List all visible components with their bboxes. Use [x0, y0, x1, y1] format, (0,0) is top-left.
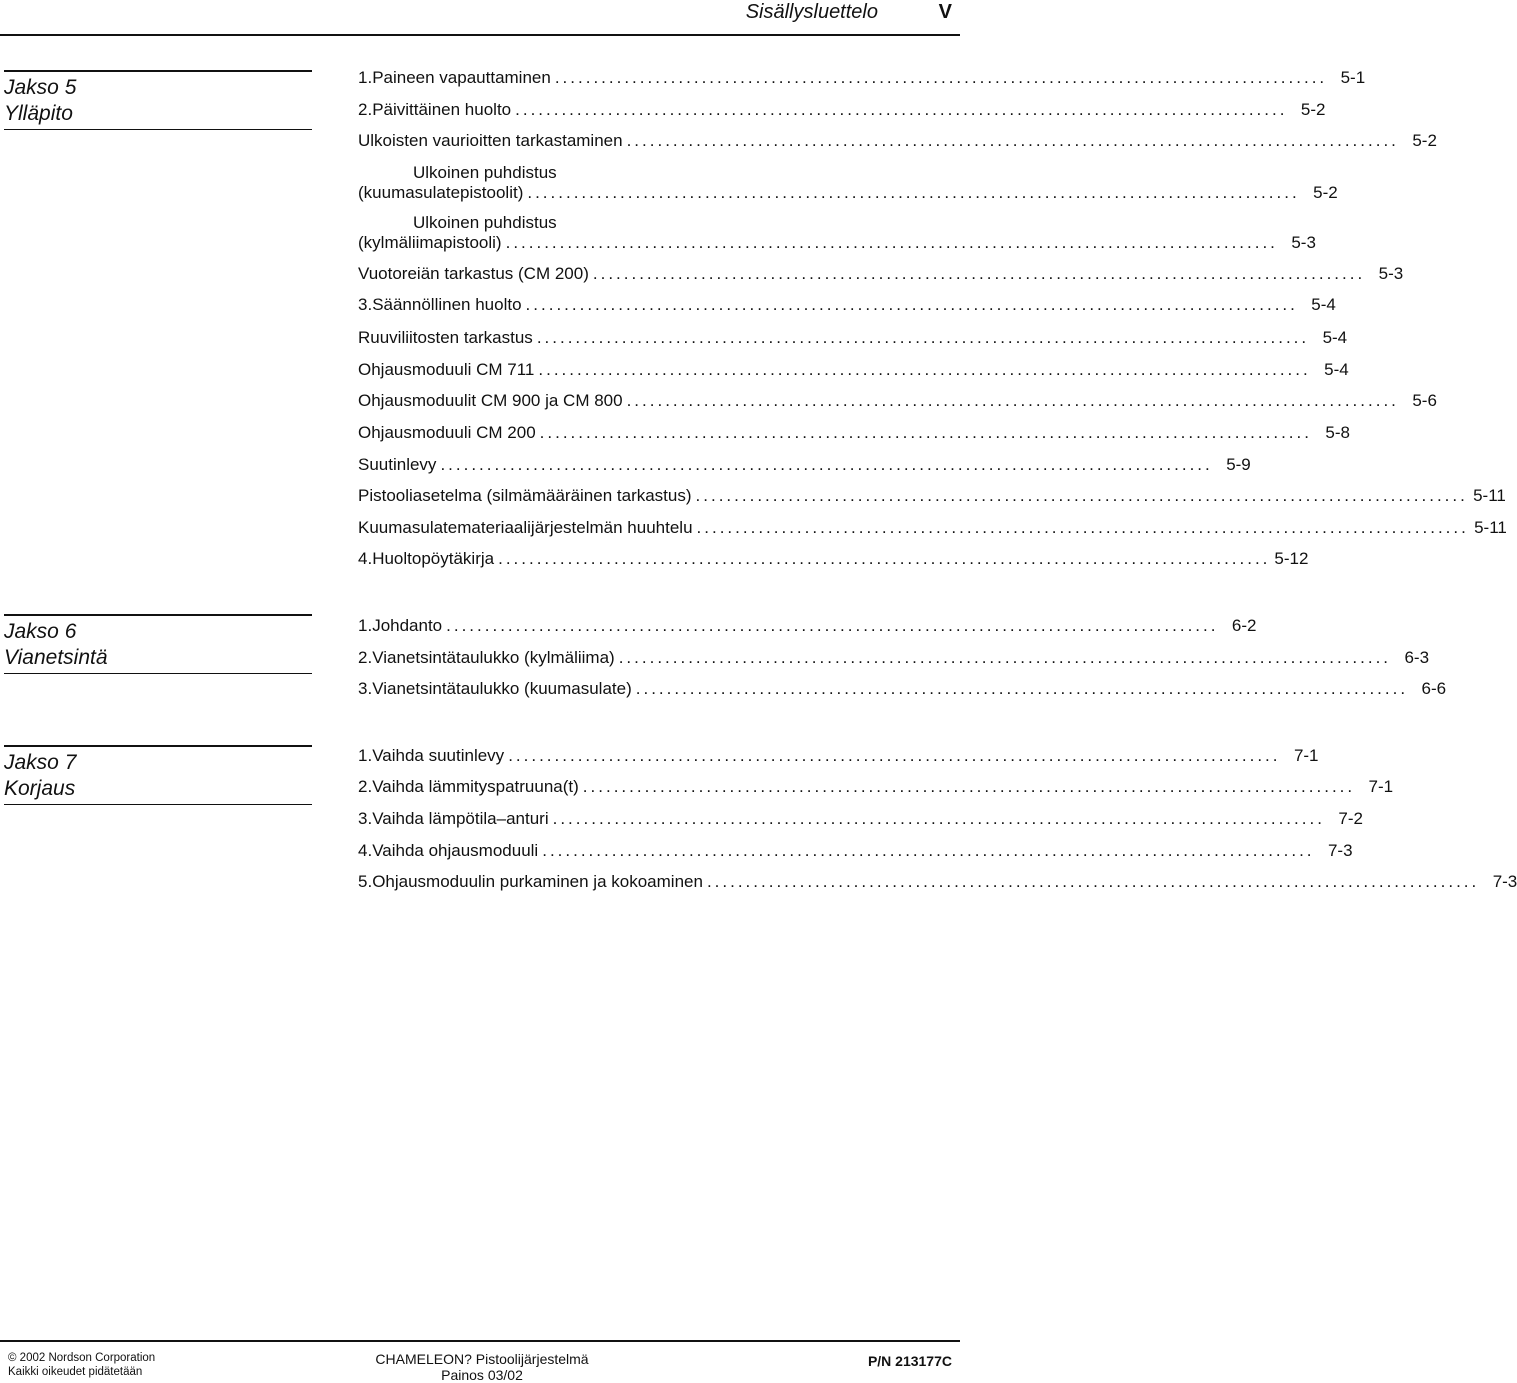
- section-rule-bottom: [4, 673, 312, 675]
- dot-leader: ....................................................................................................: [508, 746, 1281, 765]
- edition: Painos 03/02: [441, 1367, 523, 1383]
- toc-page: 5-12: [1274, 549, 1309, 568]
- toc-title: Pistooliasetelma (silmämääräinen tarkastus): [358, 486, 692, 505]
- toc-entry[interactable]: [358, 455, 1251, 475]
- toc-entry[interactable]: [358, 264, 1404, 284]
- toc-page: 5-2: [1300, 100, 1326, 119]
- header-title: Sisällysluettelo: [745, 1, 878, 23]
- toc-page: 7-3: [1327, 841, 1353, 860]
- toc-entry[interactable]: [358, 295, 1336, 315]
- toc-title: Huoltopöytäkirja: [372, 549, 495, 568]
- section-label-text: [4, 72, 312, 129]
- dot-leader: ....................................................................................................: [527, 183, 1300, 202]
- toc-title: Kuumasulatemateriaalijärjestelmän huuhtelu: [358, 518, 693, 537]
- dot-leader: ....................................................................................................: [552, 809, 1325, 828]
- section-rule-bottom: [4, 804, 312, 806]
- toc-title: Päivittäinen huolto: [372, 100, 512, 119]
- toc-title: Ruuviliitosten tarkastus: [358, 328, 533, 347]
- dot-leader: ....................................................................................................: [525, 295, 1298, 314]
- toc-page: 5-2: [1412, 131, 1437, 150]
- toc-entry[interactable]: [358, 777, 1394, 797]
- toc-entry[interactable]: [358, 648, 1430, 668]
- toc-page: 5-9: [1226, 455, 1251, 474]
- dot-leader: ....................................................................................................: [538, 360, 1311, 379]
- dot-leader: ....................................................................................................: [618, 648, 1392, 667]
- dot-leader: ....................................................................................................: [626, 131, 1399, 150]
- part-number: P/N 213177C: [867, 1353, 952, 1369]
- section-label-text: [4, 616, 312, 673]
- dot-leader: ....................................................................................................: [536, 328, 1310, 347]
- toc-title: Vianetsintätaulukko (kylmäliima): [372, 648, 615, 667]
- toc-page: 5-11: [1474, 518, 1507, 537]
- toc-title: Vaihda ohjausmoduuli: [372, 841, 539, 860]
- toc-page: 5-4: [1324, 360, 1349, 379]
- section-label-jakso-7: [4, 745, 312, 805]
- toc-number: 1.: [358, 616, 373, 635]
- toc-title: Ohjausmoduulit CM 900 ja CM 800: [358, 391, 623, 410]
- toc-number: 2.: [358, 777, 373, 796]
- copyright-line: [8, 1351, 155, 1365]
- copyright-icon: ©: [8, 1352, 20, 1364]
- section-title: Vianetsintä: [4, 645, 108, 669]
- section-label-jakso-5: [4, 70, 312, 130]
- copyright-text: 2002 Nordson Corporation: [19, 1352, 156, 1364]
- toc-number: 1.: [358, 746, 373, 765]
- toc-title: Ohjausmoduulin purkaminen ja kokoaminen: [372, 872, 703, 891]
- dot-leader: ....................................................................................................: [446, 616, 1219, 635]
- section-number: Jakso 5: [4, 75, 77, 99]
- toc-page: 6-2: [1231, 616, 1257, 635]
- dot-leader: ....................................................................................................: [539, 423, 1312, 442]
- toc-page: 7-3: [1492, 872, 1517, 891]
- dot-leader: ....................................................................................................: [440, 455, 1213, 474]
- dot-leader: ....................................................................................................: [706, 872, 1480, 891]
- toc-number: 1.: [358, 68, 373, 87]
- section-label-text: [4, 747, 312, 804]
- footer-product-block: [368, 1351, 596, 1383]
- toc-page: 6-6: [1421, 679, 1447, 698]
- toc-title: (kylmäliimapistooli): [358, 233, 502, 252]
- header-page-number: V: [938, 1, 952, 23]
- toc-title: Säännöllinen huolto: [372, 295, 522, 314]
- toc-entry[interactable]: [358, 423, 1350, 443]
- section-number: Jakso 6: [4, 619, 77, 643]
- section-rule-bottom: [4, 129, 312, 131]
- toc-title: Vaihda lämpötila–anturi: [372, 809, 549, 828]
- dot-leader: ....................................................................................................: [554, 68, 1328, 87]
- toc-entry[interactable]: [358, 486, 1506, 506]
- toc-page: 7-2: [1338, 809, 1363, 828]
- toc-page: 7-1: [1293, 746, 1319, 765]
- dot-leader: ....................................................................................................: [542, 841, 1315, 860]
- toc-entry[interactable]: [358, 616, 1257, 636]
- toc-title: Vianetsintätaulukko (kuumasulate): [372, 679, 632, 698]
- dot-leader: ....................................................................................................: [505, 233, 1278, 252]
- toc-entry[interactable]: [358, 841, 1353, 861]
- toc-title: Ohjausmoduuli CM 200: [358, 423, 536, 442]
- toc-number: 3.: [358, 679, 373, 698]
- toc-page: 7-1: [1368, 777, 1394, 796]
- toc-entry[interactable]: [358, 328, 1348, 348]
- toc-number: 4.: [358, 549, 373, 568]
- toc-title: Suutinlevy: [358, 455, 437, 474]
- toc-entry[interactable]: [358, 809, 1363, 829]
- toc-number: 3.: [358, 809, 373, 828]
- toc-title: Vaihda lämmityspatruuna(t): [372, 777, 579, 796]
- toc-title: Johdanto: [372, 616, 443, 635]
- toc-entry[interactable]: [358, 213, 1316, 253]
- section-title: Korjaus: [4, 776, 76, 800]
- toc-entry[interactable]: [358, 872, 1517, 892]
- toc-page: 5-2: [1313, 183, 1338, 202]
- toc-title: Vuotoreiän tarkastus (CM 200): [358, 264, 589, 283]
- toc-entry[interactable]: [358, 131, 1437, 151]
- product-name: CHAMELEON? Pistoolijärjestelmä: [375, 1351, 589, 1367]
- toc-page: 5-3: [1291, 233, 1316, 252]
- toc-page: 6-3: [1404, 648, 1430, 667]
- toc-title: (kuumasulatepistoolit): [358, 183, 524, 202]
- toc-title: Ohjausmoduuli CM 711: [358, 360, 535, 379]
- toc-page: 5-4: [1311, 295, 1336, 314]
- toc-number: 4.: [358, 841, 373, 860]
- section-title: Ylläpito: [4, 101, 73, 125]
- rights-text: Kaikki oikeudet pidätetään: [8, 1366, 143, 1378]
- toc-number: 5.: [358, 872, 373, 891]
- section-label-jakso-6: [4, 614, 312, 674]
- dot-leader: ....................................................................................................: [695, 486, 1468, 505]
- toc-number: 2.: [358, 648, 373, 667]
- toc-page: 5-1: [1340, 68, 1366, 87]
- toc-entry[interactable]: [358, 391, 1437, 411]
- dot-leader: ....................................................................................................: [515, 100, 1288, 119]
- dot-leader: ....................................................................................................: [592, 264, 1366, 283]
- dot-leader: ....................................................................................................: [582, 777, 1356, 796]
- toc-entry[interactable]: [358, 679, 1447, 699]
- dot-leader: ....................................................................................................: [635, 679, 1409, 698]
- dot-leader: ....................................................................................................: [626, 391, 1399, 410]
- toc-entry[interactable]: [358, 100, 1326, 120]
- toc-entry[interactable]: [358, 746, 1319, 766]
- toc-entry[interactable]: [358, 518, 1507, 538]
- toc-entry[interactable]: [358, 163, 1338, 203]
- toc-title: Ulkoisten vaurioitten tarkastaminen: [358, 131, 623, 150]
- toc-entry[interactable]: [358, 68, 1366, 88]
- section-number: Jakso 7: [4, 750, 77, 774]
- dot-leader: ....................................................................................................: [498, 549, 1271, 568]
- toc-title-line: Ulkoinen puhdistus: [413, 163, 557, 182]
- toc-page: 5-4: [1322, 328, 1348, 347]
- toc-page: 5-8: [1325, 423, 1350, 442]
- toc-entry[interactable]: [358, 549, 1309, 569]
- header-rule: [0, 34, 960, 36]
- footer-rule: [0, 1340, 960, 1342]
- toc-number: 3.: [358, 295, 373, 314]
- toc-title-line: Ulkoinen puhdistus: [413, 213, 557, 232]
- footer-copyright-block: [8, 1351, 155, 1379]
- toc-page: 5-6: [1412, 391, 1437, 410]
- toc-page: 5-11: [1473, 486, 1506, 505]
- toc-title: Paineen vapauttaminen: [372, 68, 551, 87]
- toc-number: 2.: [358, 100, 373, 119]
- toc-title: Vaihda suutinlevy: [372, 746, 505, 765]
- toc-entry[interactable]: [358, 360, 1349, 380]
- dot-leader: ....................................................................................................: [696, 518, 1469, 537]
- toc-page: 5-3: [1378, 264, 1404, 283]
